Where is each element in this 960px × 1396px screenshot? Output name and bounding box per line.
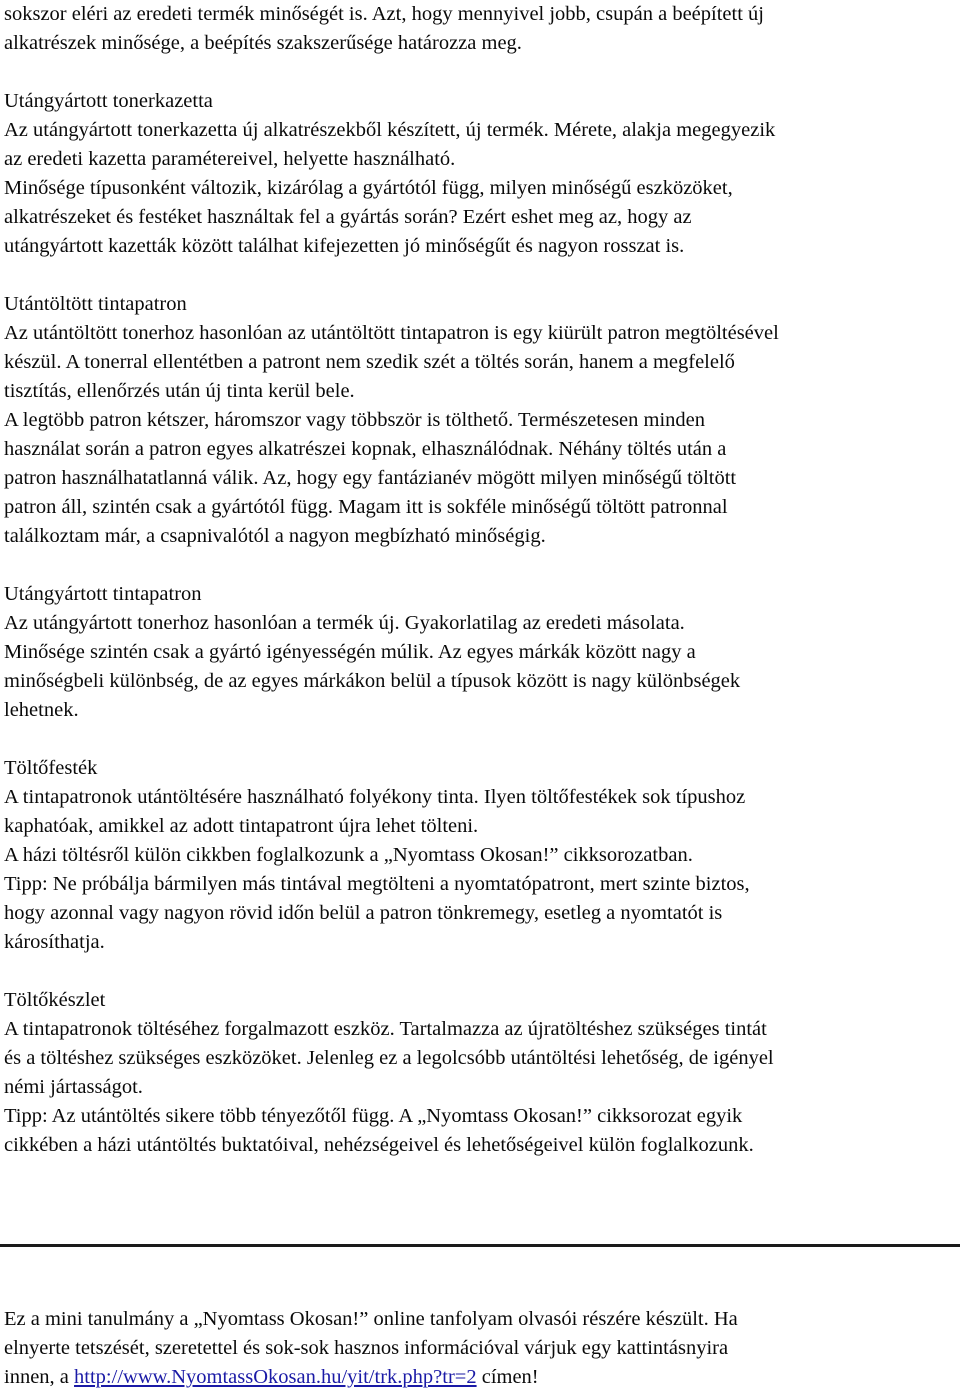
paragraph-line: tisztítás, ellenőrzés után új tinta kerül bele. [4, 380, 355, 402]
paragraph-line: cikkében a házi utántöltés buktatóival, nehézségeivel és lehetőségeivel külön foglalkozunk. [4, 1134, 754, 1156]
section-heading: Töltőfesték [4, 757, 98, 779]
paragraph-line: minőségbeli különbség, de az egyes márkákon belül a típusok között is nagy különbségek [4, 670, 741, 692]
paragraph-line: az eredeti kazetta paramétereivel, helyette használható. [4, 148, 456, 170]
paragraph-line: találkoztam már, a csapnivalótól a nagyon megbízható minőségig. [4, 525, 546, 547]
paragraph-line: Minősége típusonként változik, kizárólag a gyártótól függ, milyen minőségű eszközöket, [4, 177, 733, 199]
footer-line [4, 1363, 539, 1392]
paragraph-line: Az utántöltött tonerhoz hasonlóan az utántöltött tintapatron is egy kiürült patron megtöltésével [4, 322, 779, 344]
paragraph-line: Az utángyártott tonerhoz hasonlóan a termék új. Gyakorlatilag az eredeti másolata. [4, 612, 685, 634]
footer-line: Ez a mini tanulmány a „Nyomtass Okosan!” online tanfolyam olvasói részére készült. Ha [4, 1308, 738, 1330]
paragraph-line: A tintapatronok töltéséhez forgalmazott eszköz. Tartalmazza az újratöltéshez szükséges tintát [4, 1018, 767, 1040]
paragraph-line: hogy azonnal vagy nagyon rövid időn belül a patron tönkremegy, esetleg a nyomtatót is [4, 902, 723, 924]
footer-link[interactable]: http://www.NyomtassOkosan.hu/yit/trk.php?tr=2 [74, 1366, 477, 1388]
footer-text: címen! [476, 1366, 539, 1388]
paragraph-line: sokszor eléri az eredeti termék minőségét is. Azt, hogy mennyivel jobb, csupán a beépített új [4, 3, 764, 25]
section-heading: Utángyártott tonerkazetta [4, 90, 213, 112]
footer-line: elnyerte tetszését, szeretettel és sok-sok hasznos információval várjuk egy kattintásnyira [4, 1337, 729, 1359]
footer-separator [0, 1244, 960, 1247]
section-heading: Utángyártott tintapatron [4, 583, 202, 605]
paragraph-line: patron használhatatlanná válik. Az, hogy egy fantázianév mögött milyen minőségű töltött [4, 467, 737, 489]
paragraph-line: A tintapatronok utántöltésére használható folyékony tinta. Ilyen töltőfestékek sok típushoz [4, 786, 746, 808]
paragraph-line: A legtöbb patron kétszer, háromszor vagy többször is tölthető. Természetesen minden [4, 409, 706, 431]
footer-text: innen, a [4, 1366, 75, 1388]
paragraph-line: Tipp: Ne próbálja bármilyen más tintával megtölteni a nyomtatópatront, mert szinte biztos, [4, 873, 750, 895]
paragraph-line: és a töltéshez szükséges eszközöket. Jelenleg ez a legolcsóbb utántöltési lehetőség, de igényel [4, 1047, 774, 1069]
paragraph-line: némi jártasságot. [4, 1076, 143, 1098]
paragraph-line: Tipp: Az utántöltés sikere több tényezőtől függ. A „Nyomtass Okosan!” cikksorozat egyik [4, 1105, 743, 1127]
paragraph-line: lehetnek. [4, 699, 79, 721]
paragraph-line: használat során a patron egyes alkatrészei kopnak, elhasználódnak. Néhány töltés után a [4, 438, 727, 460]
paragraph-line: patron áll, szintén csak a gyártótól függ. Magam itt is sokféle minőségű töltött patronnal [4, 496, 728, 518]
paragraph-line: alkatrészeket és festéket használtak fel a gyártás során? Ezért eshet meg az, hogy az [4, 206, 692, 228]
paragraph-line: A házi töltésről külön cikkben foglalkozunk a „Nyomtass Okosan!” cikksorozatban. [4, 844, 693, 866]
paragraph-line: készül. A tonerral ellentétben a patront nem szedik szét a töltés során, hanem a megfelelő [4, 351, 735, 373]
paragraph-line: utángyártott kazetták között találhat kifejezetten jó minőségűt és nagyon rosszat is. [4, 235, 685, 257]
paragraph-line: Az utángyártott tonerkazetta új alkatrészekből készített, új termék. Mérete, alakja megegyezik [4, 119, 776, 141]
section-heading: Töltőkészlet [4, 989, 106, 1011]
paragraph-line: Minősége szintén csak a gyártó igényességén múlik. Az egyes márkák között nagy a [4, 641, 696, 663]
paragraph-line: károsíthatja. [4, 931, 105, 953]
section-heading: Utántöltött tintapatron [4, 293, 187, 315]
paragraph-line: kaphatóak, amikkel az adott tintapatront újra lehet tölteni. [4, 815, 479, 837]
paragraph-line: alkatrészek minősége, a beépítés szakszerűsége határozza meg. [4, 32, 522, 54]
